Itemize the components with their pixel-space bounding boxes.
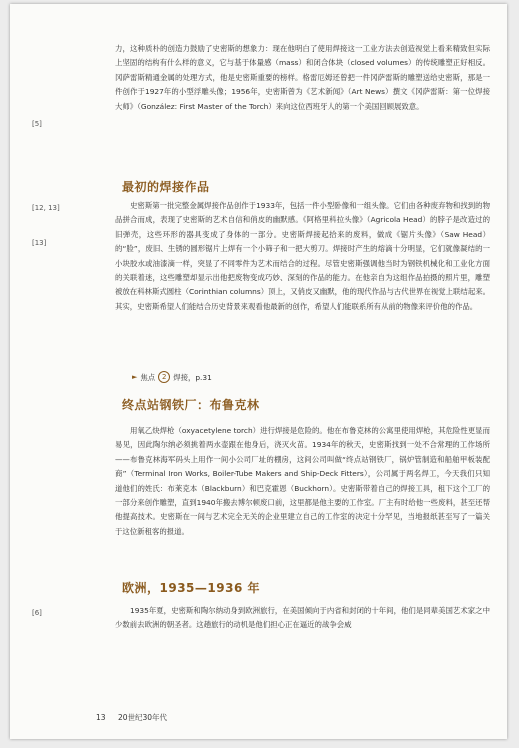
page-footer (96, 712, 167, 723)
triangle-arrow-icon: ► (132, 373, 138, 381)
focus-cross-reference[interactable] (132, 371, 212, 383)
section-heading-terminal-iron-works: 终点站钢铁厂：布鲁克林 (122, 398, 260, 412)
section-heading-first-welded-works: 最初的焊接作品 (122, 180, 210, 194)
section-heading-europe: 欧洲，1935—1936 年 (122, 581, 260, 595)
focus-number-badge: 2 (158, 371, 170, 383)
figure-reference: [13] (32, 239, 47, 247)
paragraph-terminal-iron-works: 用氧乙炔焊枪（oxyacetylene torch）进行焊接是危险的。他在布鲁克林的公寓里使用焊枪，其危险性更显而易见，因此陶尔纳必须挑着两水壶跟在他身后，浇灭火苗。1934年的秋天，史密斯找到一处不合常理的工作场所——布鲁克林海军码头上用作一间小公司厂址的棚房，这间公司叫做“终点站钢铁厂，锅炉管制造和船舶甲板装配商”（Terminal Iron Works, Boiler-Tube Makers and Ship-Deck Fitters），公司属于两名焊工，今天我们只知道他们的姓氏：布莱克本（Blackburn）和巴克霍恩（Buckhorn）。史密斯带着自己的焊接工具，租下这个工厂的一部分来创作雕塑，直到1940年搬去博尔顿废口前，这里都是他主要的工作室。厂主有时给他一些废料，甚至还帮他提高技术。史密斯在一间与艺术完全无关的企业里建立自己的工作室的决定十分罕见，当地报纸甚至写了一篇关于这位新租客的报道。 (115, 426, 490, 536)
paragraph-first-welded-works: 史密斯第一批完整金属焊接作品创作于1933年，包括一件小型卧像和一组头像。它们由各种废弃物和找到的物品拼合而成，表现了史密斯的艺术自信和俏皮的幽默感。《阿格里科拉头像》（Agricola Head）的脖子是改造过的旧弹壳，这些环形的器具变成了身体的一部分。史密斯焊接起拾来的废料，做成《锯片头像》（Saw Head）的“脸”，废旧、生锈的圆形锯片上焊有一个小筛子和一把大剪刀。焊接时产生的熔滴十分明显，它们就像凝结的一小块胶水或油漆滴一样，突显了不同零件为艺术而结合的过程。尽管史密斯强调他当时为钢铁机械化和工业化方面的关联着迷，这些雕塑却显示出他把废物变成巧妙、深刻的作品的能力。在他亲自为这组作品拍摄的照片里，雕塑被放在科林斯式圆柱（Corinthian columns）顶上，又俏皮又幽默，他的现代作品与古代世界在视觉上联结起来。其实，史密斯希望人们能结合历史背景来观看他最新的创作，希望人们能联系所有从前的物像来评价他的作品。 (115, 201, 490, 311)
paragraph-intro: 力，这种质朴的创造力鼓励了史密斯的想象力：现在他明白了使用焊接这一工业方法去创造视觉上看来精致但实际上坚固的结构有什么样的意义，它与基于体量感（mass）和闭合体块（closed volumes）的传统雕塑正好相反。冈萨雷斯精通金属的处理方式，他是史密斯重要的榜样。格雷厄姆还曾把一件冈萨雷斯的雕塑送给史密斯，那是一件创作于1927年的小型浮雕头像；1956年，史密斯曾为《艺术新闻》（Art News）撰文《冈萨雷斯：第一位焊接大师》（González: First Master of the Torch）来向这位西班牙人的第一个美国回顾展致意。 (115, 44, 490, 111)
book-page (10, 4, 507, 739)
figure-reference: [5] (32, 120, 42, 128)
focus-label: 焦点 (140, 372, 156, 382)
chapter-title: 20世纪30年代 (117, 713, 168, 722)
page-number: 13 (96, 713, 106, 722)
paragraph-europe: 1935年夏，史密斯和陶尔纳动身到欧洲旅行，在美国倾向于内省和封闭的十年间，他们是同辈美国艺术家之中少数前去欧洲的朝圣者。这趟旅行的动机是他们担心正在逼近的战争会威 (115, 606, 490, 630)
figure-reference: [12, 13] (32, 204, 60, 212)
figure-reference: [6] (32, 609, 42, 617)
focus-link-text: 焊接，p.31 (173, 372, 212, 382)
